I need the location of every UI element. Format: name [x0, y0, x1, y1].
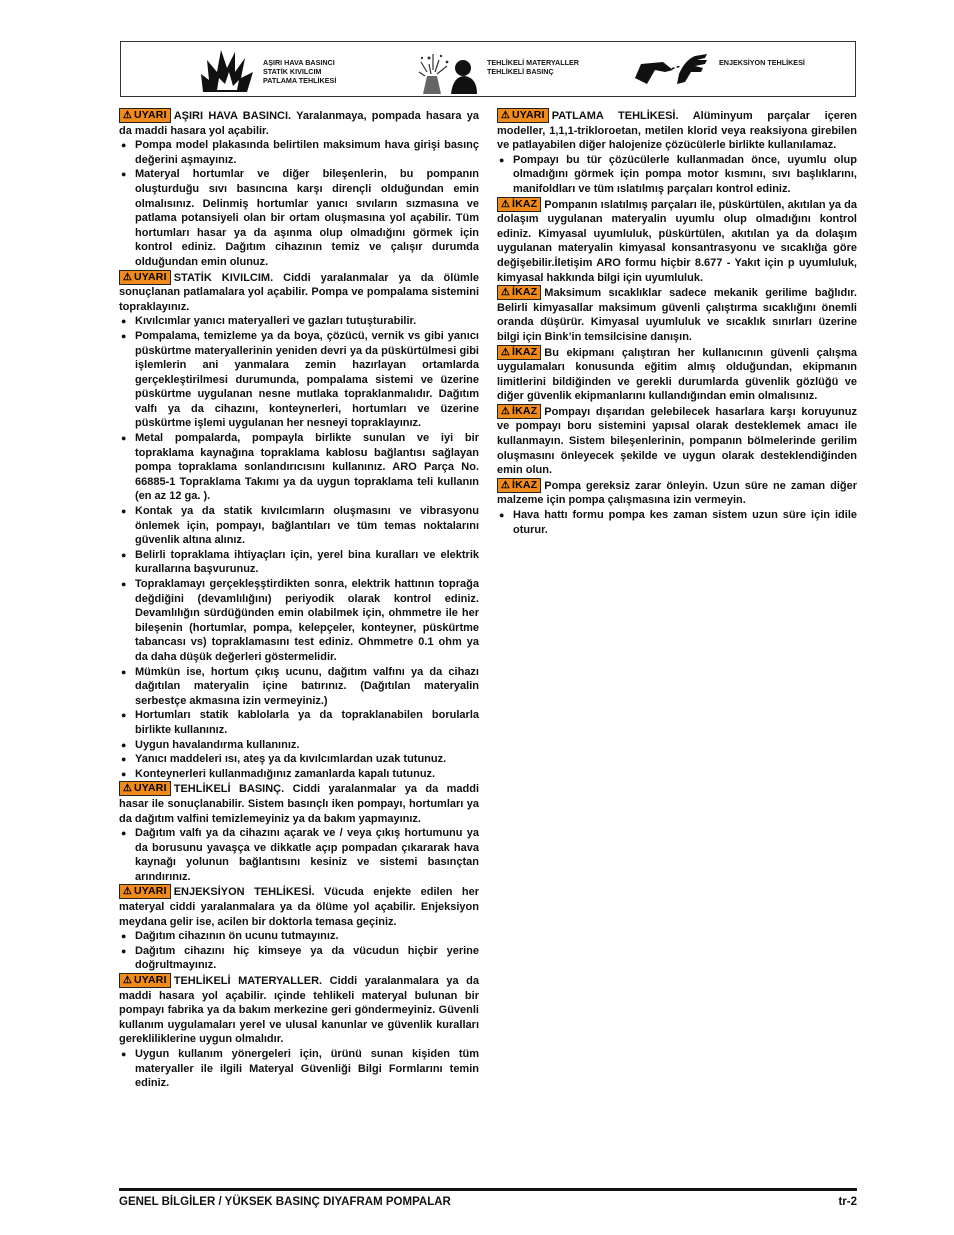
list-item: ● Pompalama, temizleme ya da boya, çözücü, vernik vs gibi yanıcı püskürtme materyallerinin yeniden devri ya da püskürtülmesi gibi işlemlerin ani yanmalara zemin hazırlayan ortamlarda gerçekleştirilmesi durumunda, pompalama sistemi ve üzerine püskürtme uygulanan nesne mutlaka topraklanmalıdır. Dağıtım valfı ya da cihazını, konteynerleri, hortumları ve üzerine püskürtme işlemi uygulanan her nesneyi topraklayınız. — [119, 329, 479, 431]
warning-triangle-icon: ⚠ — [500, 346, 511, 358]
injection-list — [119, 929, 479, 973]
uyari-badge: ⚠ UYARI — [497, 108, 549, 123]
warning-triangle-icon: ⚠ — [122, 975, 133, 987]
uyari-badge: ⚠ UYARI — [119, 270, 171, 285]
ikaz-badge: ⚠ İKAZ — [497, 197, 541, 212]
list-item: ● Konteynerleri kullanmadığınız zamanlarda kapalı tutunuz. — [119, 767, 479, 782]
hazard-label-materials: TEHLİKELİ MATERYALLER TEHLİKELİ BASINÇ — [487, 58, 579, 76]
static-spark-list — [119, 314, 479, 781]
warning-triangle-icon: ⚠ — [500, 198, 511, 210]
ikaz-badge: ⚠ İKAZ — [497, 345, 541, 360]
list-item: ● Pompayı bu tür çözücülerle kullanmadan önce, uyumlu olup olmadığını görmek için pompa motor kısmını, sıvı başlıklarını, manifoldları ve tüm ıslatılmış parçaları kontrol ediniz. — [497, 153, 857, 197]
caution-protection: ⚠ İKAZ Pompayı dışarıdan gelebilecek hasarlara karşı koruyunuz ve pompayı boru sistemini yapısal olarak desteklemek amacı ile kullanmayın. Sistem bileşenlerinin, pompanın bölmelerinde gerilim oluşmasını önleyecek şekilde ve uygun olarak desteklendiğinden emin olun. — [497, 404, 857, 477]
hazardous-materials-icon — [417, 46, 481, 96]
list-item: ● Pompa model plakasında belirtilen maksimum hava girişi basınç değerini aşmayınız. — [119, 138, 479, 167]
page-number: tr-2 — [838, 1196, 857, 1208]
ikaz-badge: ⚠ İKAZ — [497, 478, 541, 493]
list-item: ● Uygun havalandırma kullanınız. — [119, 738, 479, 753]
warning-injection: ⚠ UYARI ENJEKSİYON TEHLİKESİ. Vücuda enjekte edilen her materyal ciddi yaralanmalara ya da ölüme yol açabilir. Enjeksiyon meydana gelir ise, acilen bir doktorla temasa geçiniz. — [119, 885, 479, 928]
left-column — [119, 108, 479, 1091]
list-item: ● Kıvılcımlar yanıcı materyalleri ve gazları tutuşturabilir. — [119, 314, 479, 329]
list-item: ● Yanıcı maddeleri ısı, ateş ya da kıvılcımlardan uzak tutunuz. — [119, 752, 479, 767]
caution-training: ⚠ İKAZ Bu ekipmanı çalıştıran her kullanıcının güvenli çalışma uygulamaları konusunda eğitim almış olduğundan, ekipmanın limitlerini bildiğinden ve gerekli durumlarda güvenlik gözlüğü ve diğer güvenlik ekipmanlarını kullandığından emin olmalısınız. — [497, 345, 857, 403]
list-item: ● Dağıtım valfı ya da cihazını açarak ve / veya çıkış hortumunu ya da borusunu yavaşça ve dikkatle açıp pompadan çıkararak hava kaynağı yolunun bağlantısını kesiniz ve sistemi basınçtan arındırınız. — [119, 826, 479, 884]
list-item: ● Hava hattı formu pompa kes zaman sistem uzun süre için idile oturur. — [497, 508, 857, 537]
list-item: ● Mümkün ise, hortum çıkış ucunu, dağıtım valfını ya da cihazı dağıtılan materyalin içine batırınız. (Dağıtılan materyalin serbestçe akmasına izin vermeyiniz.) — [119, 665, 479, 709]
list-item: ● Kontak ya da statik kıvılcımların oluşmasını ve vibrasyonu önlemek için, pompayı, bağlantıları ve tüm temas noktalarını güvenlik altına alınız. — [119, 504, 479, 548]
warning-triangle-icon: ⚠ — [122, 783, 133, 795]
warning-triangle-icon: ⚠ — [122, 886, 133, 898]
warning-triangle-icon: ⚠ — [122, 271, 133, 283]
warning-triangle-icon: ⚠ — [500, 405, 511, 417]
air-pressure-list — [119, 138, 479, 269]
list-item: ● Uygun kullanım yönergeleri için, ürünü sunan kişiden tüm materyaller ile ilgili Materyal Güvenliği Bilgi Formlarını temin ediniz. — [119, 1047, 479, 1091]
warning-triangle-icon: ⚠ — [122, 110, 133, 121]
caution-temperature: ⚠ İKAZ Maksimum sıcaklıklar sadece mekanik gerilime bağlıdır. Belirli kimyasallar maksimum güvenli çalıştırma sıcaklığını önemli oranda düşürür. Kimyasal uyumluluk ve sıcaklık sınırları üzerine bilgi için Bink’in temsilcisine danışın. — [497, 286, 857, 343]
caution-damage: ⚠ İKAZ Pompa gereksiz zarar önleyin. Uzun süre ne zaman diğer malzeme için pompa çalışmasına izin vermeyin. — [497, 478, 857, 507]
uyari-badge: ⚠ UYARI — [119, 973, 171, 988]
hazardous-materials-list — [119, 1047, 479, 1091]
damage-list — [497, 508, 857, 537]
hazard-label-injection: ENJEKSİYON TEHLİKESİ — [719, 58, 805, 67]
warning-triangle-icon: ⚠ — [500, 110, 511, 121]
right-column — [497, 108, 857, 537]
list-item: ● Hortumları statik kablolarla ya da topraklanabilen borularla birlikte kullanınız. — [119, 708, 479, 737]
warning-triangle-icon: ⚠ — [500, 287, 511, 299]
warning-hazardous-pressure: ⚠ UYARI TEHLİKELİ BASINÇ. Ciddi yaralanmalar ya da maddi hasar ile sonuçlanabilir. Sistem basınçlı iken pompayı, hortumları ya da dağıtım valfini temizlemeyiniz ya da bakım yapmayınız. — [119, 782, 479, 825]
uyari-badge: ⚠ UYARI — [119, 781, 171, 796]
footer-title: GENEL BİLGİLER / YÜKSEK BASINÇ DIYAFRAM POMPALAR — [119, 1196, 451, 1208]
uyari-badge: ⚠ UYARI — [119, 884, 171, 899]
hazardous-pressure-list — [119, 826, 479, 884]
uyari-badge: ⚠ UYARI — [119, 108, 171, 123]
explosion-icon — [197, 46, 257, 94]
warning-triangle-icon: ⚠ — [500, 479, 511, 491]
list-item: ● Materyal hortumlar ve diğer bileşenlerin, bu pompanın oluşturduğu sıvı basıncına karşı dirençli olduğundan emin olmalısınız. Delinmiş hortumlar yanıcı sıvıların sızmasına ve patlama potansiyeli olan bir ortam oluşmasına yol açabilir. Tüm hortumları hasar ya da aşınma olup olmadığını görmek için kontrol ediniz. Dağıtım cihazının temiz ve çalışır durumda olduğundan emin olunuz. — [119, 167, 479, 269]
warning-static-spark: ⚠ UYARI STATİK KIVILCIM. Ciddi yaralanmalar ya da ölümle sonuçlanan patlamalara yol açabilir. Pompa ve pompalama sistemini topraklayınız. — [119, 270, 479, 313]
ikaz-badge: ⚠ İKAZ — [497, 404, 541, 419]
list-item: ● Topraklamayı gerçekleşştirdikten sonra, elektrik hattının toprağa değdiğini (devamlılığını) periyodik olarak kontrol ediniz. Devamlılığın sürdüğünden emin olabilmek için, ohmmetre ile her bileşenin (hortumlar, pompa, kelepçeler, konteyner, püskürtme tabancası vs) topraklamasını test ediniz. Ohmmetre 0.1 ohm ya da daha düşük değerleri göstermelidir. — [119, 577, 479, 665]
hazard-label-pressure: AŞIRI HAVA BASINCI STATİK KIVILCIM PATLAMA TEHLİKESİ — [263, 58, 337, 85]
warning-hazardous-materials: ⚠ UYARI TEHLİKELİ MATERYALLER. Ciddi yaralanmalara ya da maddi hasara yol açabilir. ıçinde tehlikeli materyal bulunan bir pompayı fabrika ya da bakım merkezine geri göndermeyiniz. Güvenli kullanım uygulamaları yerel ve ulusal kanunlar ve güvenlik kuralları gerekliliklerine uygun olmalıdır. — [119, 974, 479, 1046]
list-item: ● Dağıtım cihazının ön ucunu tutmayınız. — [119, 929, 479, 944]
list-item: ● Belirli topraklama ihtiyaçları için, yerel bina kuralları ve elektrik kurallarına başvurunuz. — [119, 548, 479, 577]
caution-compatibility: ⚠ İKAZ Pompanın ıslatılmış parçaları ile, püskürtülen, akıtılan ya da dolaşım uygulanan materyalin uyumlu olup olmadığını kontrol ediniz. Kimyasal uyumluluk, püskürtülen, akıtılan ya da dolaşım uygulanan materyalin kimyasal konsantrasyonu ve sıcaklığa göre değişebilir.İletişim ARO formu hiçbir 8.677 - Yakıt için p uyumluluk, kimyasal hakkında bilgi için uyumluluk. — [497, 197, 857, 284]
hazard-symbols-box — [120, 41, 856, 97]
warning-explosion: ⚠ UYARI PATLAMA TEHLİKESİ. Alüminyum parçalar içeren modeller, 1,1,1-trikloroetan, metilen klorid veya reaksiyona girebilen ve patlayabilen diğer halojenize çözücülerle birlikte kullanılamaz. — [497, 109, 857, 152]
explosion-list — [497, 153, 857, 197]
footer-rule — [119, 1188, 857, 1191]
list-item: ● Dağıtım cihazını hiç kimseye ya da vücudun hiçbir yerine doğrultmayınız. — [119, 944, 479, 973]
warning-air-pressure: ⚠ UYARI AŞIRI HAVA BASINCI. Yaralanmaya, pompada hasara ya da maddi hasara yol açabilir. — [119, 109, 479, 137]
injection-hazard-icon — [633, 50, 709, 90]
ikaz-badge: ⚠ İKAZ — [497, 285, 541, 300]
list-item: ● Metal pompalarda, pompayla birlikte sunulan ve iyi bir topraklama kaynağına topraklama kablosu bağlantısı sağlayan pompa topraklama sonlandırıcısını kullanınız. ARO Parça No. 66885-1 Topraklama Takımı ya da uygun topraklama teli kullanın (en az 12 ga. ). — [119, 431, 479, 504]
